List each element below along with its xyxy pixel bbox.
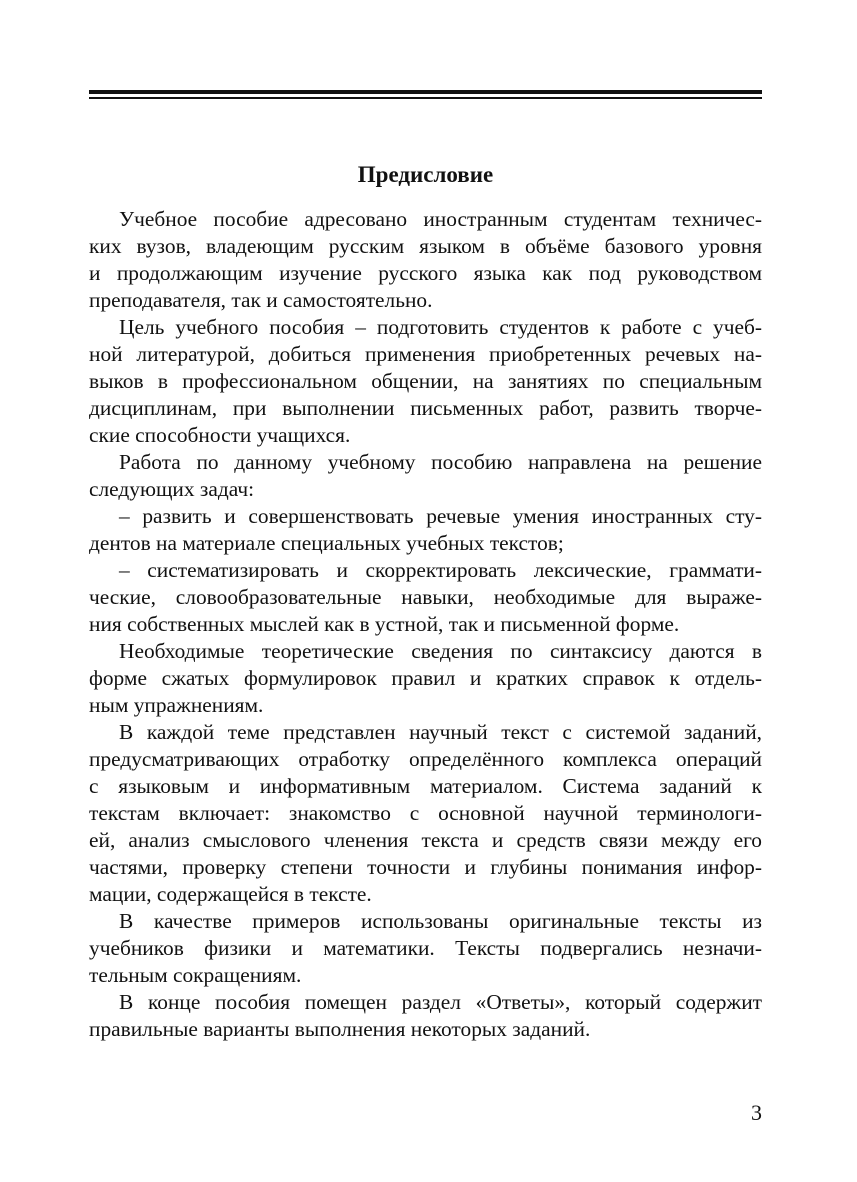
list-item-1	[89, 503, 762, 557]
list-item-2	[89, 557, 762, 638]
text-line: ские способности учащихся.	[89, 423, 351, 447]
text-line: ным упражнениям.	[89, 693, 264, 717]
text-line: дисциплинам, при выполнении письменных работ, развить творче-	[89, 396, 762, 420]
text-line: В конце пособия помещен раздел «Ответы», который содержит	[119, 990, 762, 1014]
text-line: выков в профессиональном общении, на занятиях по специальным	[89, 369, 762, 393]
text-line: дентов на материале специальных учебных текстов;	[89, 531, 564, 555]
paragraph-7	[89, 989, 762, 1043]
paragraph-2	[89, 314, 762, 449]
page-number: 3	[751, 1100, 762, 1125]
text-line: предусматривающих отработку определённого комплекса операций	[89, 747, 762, 771]
text-line: – развить и совершенствовать речевые умения иностранных сту-	[119, 504, 762, 528]
header-rule-thin	[89, 97, 762, 99]
text-line: В качестве примеров использованы оригинальные тексты из	[119, 909, 762, 933]
text-line: частями, проверку степени точности и глубины понимания инфор-	[89, 855, 762, 879]
text-line: тельным сокращениям.	[89, 963, 302, 987]
text-line: ния собственных мыслей как в устной, так и письменной форме.	[89, 612, 680, 636]
text-line: правильные варианты выполнения некоторых заданий.	[89, 1017, 591, 1041]
text-line: текстам включает: знакомство с основной научной терминологи-	[89, 801, 762, 825]
text-line: и продолжающим изучение русского языка как под руководством	[89, 261, 762, 285]
text-line: учебников физики и математики. Тексты подвергались незначи-	[89, 936, 762, 960]
header-rule-thick	[89, 90, 762, 94]
text-line: Цель учебного пособия – подготовить студентов к работе с учеб-	[119, 315, 762, 339]
text-line: следующих задач:	[89, 477, 255, 501]
text-line: Учебное пособие адресовано иностранным студентам техничес-	[119, 207, 762, 231]
paragraph-1	[89, 206, 762, 314]
text-line: с языковым и информативным материалом. Система заданий к	[89, 774, 762, 798]
preface-body	[89, 206, 762, 1043]
text-line: ческие, словообразовательные навыки, необходимые для выраже-	[89, 585, 762, 609]
paragraph-3	[89, 449, 762, 503]
page-title: Предисловие	[357, 162, 494, 187]
text-line: ей, анализ смыслового членения текста и средств связи между его	[89, 828, 762, 852]
text-line: – систематизировать и скорректировать лексические, граммати-	[119, 558, 762, 582]
paragraph-6	[89, 908, 762, 989]
text-line: ной литературой, добиться применения приобретенных речевых на-	[89, 342, 762, 366]
paragraph-5	[89, 719, 762, 908]
text-line: Работа по данному учебному пособию направлена на решение	[119, 450, 762, 474]
text-line: Необходимые теоретические сведения по синтаксису даются в	[119, 639, 762, 663]
text-line: В каждой теме представлен научный текст с системой заданий,	[119, 720, 762, 744]
text-line: форме сжатых формулировок правил и кратких справок к отдель-	[89, 666, 762, 690]
text-line: ких вузов, владеющим русским языком в объёме базового уровня	[89, 234, 762, 258]
text-line: мации, содержащейся в тексте.	[89, 882, 372, 906]
text-line: преподавателя, так и самостоятельно.	[89, 288, 433, 312]
paragraph-4	[89, 638, 762, 719]
